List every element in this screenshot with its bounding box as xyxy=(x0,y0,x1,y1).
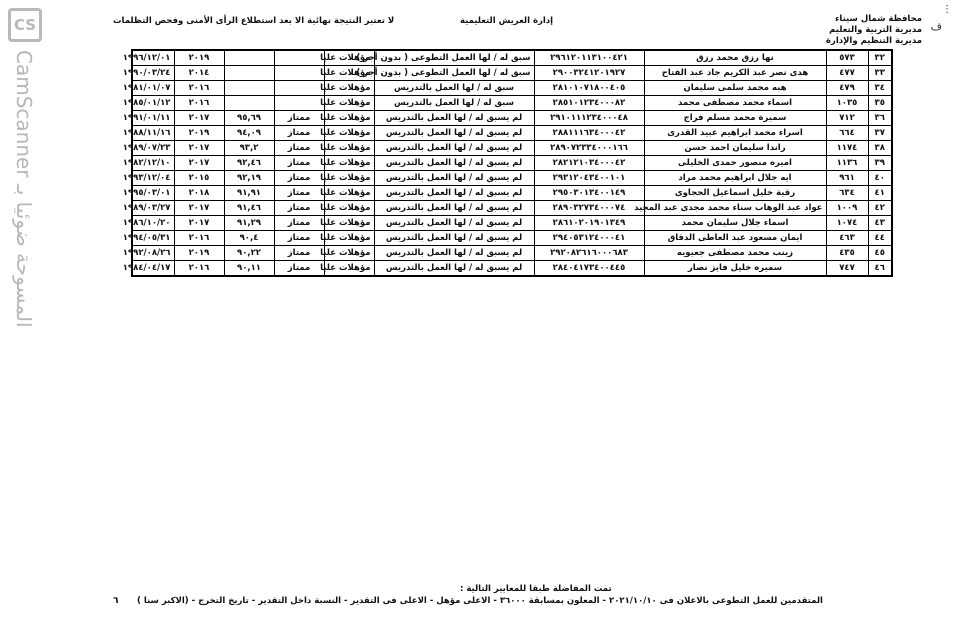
cell-serial: ٣٢ xyxy=(868,50,892,66)
cell-name: ايه جلال ابراهيم محمد مراد xyxy=(644,171,826,186)
cell-grade: ممتاز xyxy=(274,186,324,201)
cell-national-id: ٢٨٩٠٧٢٣٣٤٠٠٠١٦٦ xyxy=(534,141,644,156)
cell-qualification: مؤهلات عليا xyxy=(324,186,374,201)
cell-qualification: مؤهلات عليا xyxy=(324,66,374,81)
cell-code: ٦٣٤ xyxy=(826,186,868,201)
cell-graduation-year: ٢٠١٧ xyxy=(174,156,224,171)
table-row xyxy=(132,81,892,96)
cell-prior-experience: لم يسبق له / لها العمل بالتدريس xyxy=(374,156,534,171)
cell-serial: ٣٦ xyxy=(868,111,892,126)
table-row xyxy=(132,261,892,277)
cell-code: ٤٣٥ xyxy=(826,246,868,261)
cell-graduation-year: ٢٠١٧ xyxy=(174,216,224,231)
cell-code: ١٠٣٥ xyxy=(826,96,868,111)
table-row xyxy=(132,156,892,171)
cell-national-id: ٢٩٦١٢٠١١٣١٠٠٤٢١ xyxy=(534,50,644,66)
cell-grade: ممتاز xyxy=(274,231,324,246)
cell-name: عواد عبد الوهاب سناء محمد مجدى عبد المجيد xyxy=(644,201,826,216)
cell-graduation-year: ٢٠١٦ xyxy=(174,261,224,277)
cell-serial: ٤٤ xyxy=(868,231,892,246)
cell-prior-experience: لم يسبق له / لها العمل بالتدريس xyxy=(374,201,534,216)
table-row xyxy=(132,66,892,81)
cell-national-id: ٢٨١٠١٠٧١٨٠٠٤٠٥ xyxy=(534,81,644,96)
header-disclaimer: لا تعتبر النتيجة نهائية الا بعد استطلاع الرأى الأمنى وفحص التظلمات xyxy=(113,16,395,26)
cell-graduation-year: ٢٠١٩ xyxy=(174,246,224,261)
cell-code: ٤٧٩ xyxy=(826,81,868,96)
cell-code: ٦٦٤ xyxy=(826,126,868,141)
cell-graduation-year: ٢٠١٦ xyxy=(174,96,224,111)
cell-name: سميره خليل فايز نصار xyxy=(644,261,826,277)
cell-grade: ممتاز xyxy=(274,171,324,186)
header-administration: إدارة العريش التعليمية xyxy=(460,16,554,26)
cell-birth-date: ١٩٨٩/٠٣/٢٧ xyxy=(132,201,174,216)
cell-prior-experience: سبق له / لها العمل التطوعى ( بدون أجر ) xyxy=(374,50,534,66)
cell-graduation-year: ٢٠١٩ xyxy=(174,50,224,66)
cell-qualification: مؤهلات عليا xyxy=(324,81,374,96)
cell-birth-date: ١٩٨٨/١١/١٦ xyxy=(132,126,174,141)
cell-national-id: ٢٨٩٠٣٢٧٣٤٠٠٠٧٤ xyxy=(534,201,644,216)
cell-name: هبه محمد سلمى سليمان xyxy=(644,81,826,96)
cell-percent: ٩١,٢٩ xyxy=(224,216,274,231)
cell-name: راندا سليمان احمد حسن xyxy=(644,141,826,156)
cell-code: ١١٣٦ xyxy=(826,156,868,171)
cell-prior-experience: لم يسبق له / لها العمل بالتدريس xyxy=(374,126,534,141)
cell-serial: ٤٠ xyxy=(868,171,892,186)
table-row xyxy=(132,216,892,231)
header-department: مديرية التنظيم والإدارة xyxy=(825,36,922,46)
cell-serial: ٤١ xyxy=(868,186,892,201)
cell-qualification: مؤهلات عليا xyxy=(324,126,374,141)
cell-qualification: مؤهلات عليا xyxy=(324,96,374,111)
camscanner-logo: CS xyxy=(8,8,42,42)
cell-serial: ٣٨ xyxy=(868,141,892,156)
cell-code: ٧١٢ xyxy=(826,111,868,126)
cell-national-id: ٢٨٦١٠٢٠١٩٠١٣٤٩ xyxy=(534,216,644,231)
cell-qualification: مؤهلات عليا xyxy=(324,231,374,246)
cell-serial: ٣٧ xyxy=(868,126,892,141)
cell-grade xyxy=(274,50,324,66)
cell-prior-experience: سبق له / لها العمل بالتدريس xyxy=(374,96,534,111)
cell-name: اميره منصور حمدى الخليلى xyxy=(644,156,826,171)
cell-serial: ٤٣ xyxy=(868,216,892,231)
cell-birth-date: ١٩٨٢/١٢/١٠ xyxy=(132,156,174,171)
cell-percent xyxy=(224,96,274,111)
cell-national-id: ٢٩٠٠٣٢٤١٢٠١٩٢٧ xyxy=(534,66,644,81)
cell-qualification: مؤهلات عليا xyxy=(324,261,374,277)
cell-national-id: ٢٨٨١١١٦٣٤٠٠٠٤٢ xyxy=(534,126,644,141)
cell-code: ١١٧٤ xyxy=(826,141,868,156)
cell-grade xyxy=(274,81,324,96)
cell-national-id: ٢٨٢١٢١٠٣٤٠٠٠٤٢ xyxy=(534,156,644,171)
cell-prior-experience: سبق له / لها العمل بالتدريس xyxy=(374,81,534,96)
cell-birth-date: ١٩٨٩/٠٧/٢٣ xyxy=(132,141,174,156)
cell-code: ٩٦١ xyxy=(826,171,868,186)
cell-serial: ٣٤ xyxy=(868,81,892,96)
cell-graduation-year: ٢٠١٨ xyxy=(174,186,224,201)
cell-code: ٥٧٣ xyxy=(826,50,868,66)
cell-grade: ممتاز xyxy=(274,201,324,216)
cell-percent: ٩٥,٦٩ xyxy=(224,111,274,126)
cell-prior-experience: لم يسبق له / لها العمل بالتدريس xyxy=(374,246,534,261)
cell-prior-experience: لم يسبق له / لها العمل بالتدريس xyxy=(374,216,534,231)
cell-code: ٤٦٣ xyxy=(826,231,868,246)
cell-grade: ممتاز xyxy=(274,246,324,261)
camscanner-watermark: CamScanner المسوحة ضوئيا بـ xyxy=(12,50,36,328)
cell-birth-date: ١٩٩٠/٠٣/٢٤ xyxy=(132,66,174,81)
cell-name: اسراء محمد ابراهيم عبيد القدرى xyxy=(644,126,826,141)
cell-grade: ممتاز xyxy=(274,156,324,171)
cell-name: ايمان مسعود عبد العاطى الدقاق xyxy=(644,231,826,246)
cell-percent xyxy=(224,66,274,81)
cell-percent: ٩٢,٤٦ xyxy=(224,156,274,171)
cell-grade: ممتاز xyxy=(274,216,324,231)
cell-graduation-year: ٢٠١٦ xyxy=(174,231,224,246)
cell-name: نها رزق محمد رزق xyxy=(644,50,826,66)
results-table xyxy=(122,49,893,277)
cell-qualification: مؤهلات عليا xyxy=(324,246,374,261)
table-row xyxy=(132,186,892,201)
table-row xyxy=(132,96,892,111)
cell-grade: ممتاز xyxy=(274,111,324,126)
cell-prior-experience: لم يسبق له / لها العمل بالتدريس xyxy=(374,186,534,201)
cell-national-id: ٢٩٤٠٥٣١٢٤٠٠٠٤١ xyxy=(534,231,644,246)
header-governorate: محافظة شمال سيناء xyxy=(835,14,922,24)
cell-percent: ٩٠,٤ xyxy=(224,231,274,246)
table-row xyxy=(132,111,892,126)
cell-serial: ٤٥ xyxy=(868,246,892,261)
cell-serial: ٣٩ xyxy=(868,156,892,171)
cell-grade: ممتاز xyxy=(274,261,324,277)
cell-grade xyxy=(274,66,324,81)
corner-mark: ⋮ xyxy=(942,4,952,15)
cell-name: اسماء محمد مصطفى محمد xyxy=(644,96,826,111)
corner-mark-2: ف xyxy=(930,20,942,33)
cell-prior-experience: سبق له / لها العمل التطوعى ( بدون أجر ) xyxy=(374,66,534,81)
cell-code: ١٠٧٤ xyxy=(826,216,868,231)
cell-qualification: مؤهلات عليا xyxy=(324,171,374,186)
cell-qualification: مؤهلات عليا xyxy=(324,111,374,126)
cell-national-id: ٢٩٥٠٣٠١٣٤٠٠١٤٩ xyxy=(534,186,644,201)
cell-graduation-year: ٢٠١٧ xyxy=(174,201,224,216)
footer-criteria: المتقدمين للعمل التطوعى بالاعلان فى ٢٠٢١/١٠/١٠ - المعلون بمسابقة ٣٦٠٠٠ - الاعلى مؤهل - الاعلى فى التقدير - النسبة داخل التقدير - تاريخ التخرج - (الاكبر سنا ) xyxy=(137,596,823,606)
table-row xyxy=(132,141,892,156)
cell-graduation-year: ٢٠١٤ xyxy=(174,66,224,81)
cell-birth-date: ١٩٨٤/٠٤/١٧ xyxy=(132,261,174,277)
cell-name: زينب محمد مصطفى جعيويه xyxy=(644,246,826,261)
cell-percent: ٩٢,١٩ xyxy=(224,171,274,186)
table-row xyxy=(132,50,892,66)
cell-birth-date: ١٩٩٣/١٢/٠٤ xyxy=(132,171,174,186)
cell-qualification: مؤهلات عليا xyxy=(324,156,374,171)
cell-birth-date: ١٩٨٥/٠١/١٢ xyxy=(132,96,174,111)
cell-national-id: ٢٩٣١٢٠٤٣٤٠٠١٠١ xyxy=(534,171,644,186)
cell-grade: ممتاز xyxy=(274,126,324,141)
cell-code: ٤٧٧ xyxy=(826,66,868,81)
cell-serial: ٤٦ xyxy=(868,261,892,277)
cell-percent xyxy=(224,50,274,66)
cell-graduation-year: ٢٠١٧ xyxy=(174,141,224,156)
table-row xyxy=(132,246,892,261)
cell-birth-date: ١٩٩٢/٠٨/٢٦ xyxy=(132,246,174,261)
cell-qualification: مؤهلات عليا xyxy=(324,216,374,231)
cell-percent: ٩١,٩١ xyxy=(224,186,274,201)
cell-graduation-year: ٢٠١٧ xyxy=(174,111,224,126)
cell-national-id: ٢٨٤٠٤١٧٣٤٠٠٤٤٥ xyxy=(534,261,644,277)
cell-prior-experience: لم يسبق له / لها العمل بالتدريس xyxy=(374,171,534,186)
cell-graduation-year: ٢٠١٦ xyxy=(174,81,224,96)
cell-prior-experience: لم يسبق له / لها العمل بالتدريس xyxy=(374,141,534,156)
cell-serial: ٤٢ xyxy=(868,201,892,216)
cell-percent xyxy=(224,81,274,96)
cell-percent: ٩١,٤٦ xyxy=(224,201,274,216)
cell-birth-date: ١٩٩٤/٠٥/٣١ xyxy=(132,231,174,246)
cell-national-id: ٢٩٢٠٨٢٦١٦٠٠٠٦٨٣ xyxy=(534,246,644,261)
cell-grade xyxy=(274,96,324,111)
cell-birth-date: ١٩٩١/٠١/١١ xyxy=(132,111,174,126)
cell-graduation-year: ٢٠١٥ xyxy=(174,171,224,186)
cell-code: ٧٤٧ xyxy=(826,261,868,277)
cell-birth-date: ١٩٩٥/٠٣/٠١ xyxy=(132,186,174,201)
header-directorate: مديرية التربية والتعليم xyxy=(829,25,922,35)
cell-prior-experience: لم يسبق له / لها العمل بالتدريس xyxy=(374,231,534,246)
page-number: ٦ xyxy=(113,596,119,606)
cell-birth-date: ١٩٨١/٠١/٠٧ xyxy=(132,81,174,96)
cell-percent: ٩٠,٢٢ xyxy=(224,246,274,261)
table-row xyxy=(132,231,892,246)
cell-name: سميرة محمد مسلم فراج xyxy=(644,111,826,126)
cell-percent: ٩٠,١١ xyxy=(224,261,274,277)
cell-prior-experience: لم يسبق له / لها العمل بالتدريس xyxy=(374,111,534,126)
cell-grade: ممتاز xyxy=(274,141,324,156)
cell-serial: ٣٣ xyxy=(868,66,892,81)
cell-prior-experience: لم يسبق له / لها العمل بالتدريس xyxy=(374,261,534,277)
cell-qualification: مؤهلات عليا xyxy=(324,141,374,156)
cell-percent: ٩٤,٠٩ xyxy=(224,126,274,141)
cell-birth-date: ١٩٨٦/١٠/٢٠ xyxy=(132,216,174,231)
table-row xyxy=(132,171,892,186)
cell-name: اسماء جلال سليمان محمد xyxy=(644,216,826,231)
cell-qualification: مؤهلات عليا xyxy=(324,201,374,216)
cell-national-id: ٢٨٥١٠١٢٣٤٠٠٠٨٢ xyxy=(534,96,644,111)
cell-percent: ٩٣,٢ xyxy=(224,141,274,156)
table-row xyxy=(132,126,892,141)
table-row xyxy=(132,201,892,216)
header-authority xyxy=(826,14,922,47)
cell-birth-date: ١٩٩٦/١٢/٠١ xyxy=(132,50,174,66)
footer-criteria-title: تمت المفاضلة طبقا للمعايير التالية : xyxy=(460,584,612,594)
cell-national-id: ٢٩١٠١١١٢٣٤٠٠٠٤٨ xyxy=(534,111,644,126)
cell-graduation-year: ٢٠١٩ xyxy=(174,126,224,141)
cell-serial: ٣٥ xyxy=(868,96,892,111)
cell-qualification: مؤهلات عليا xyxy=(324,50,374,66)
cell-name: رقية خليل اسماعيل الحجاوى xyxy=(644,186,826,201)
cell-code: ١٠٠٩ xyxy=(826,201,868,216)
cell-name: هدى نصر عبد الكريم جاد عبد الفتاح xyxy=(644,66,826,81)
